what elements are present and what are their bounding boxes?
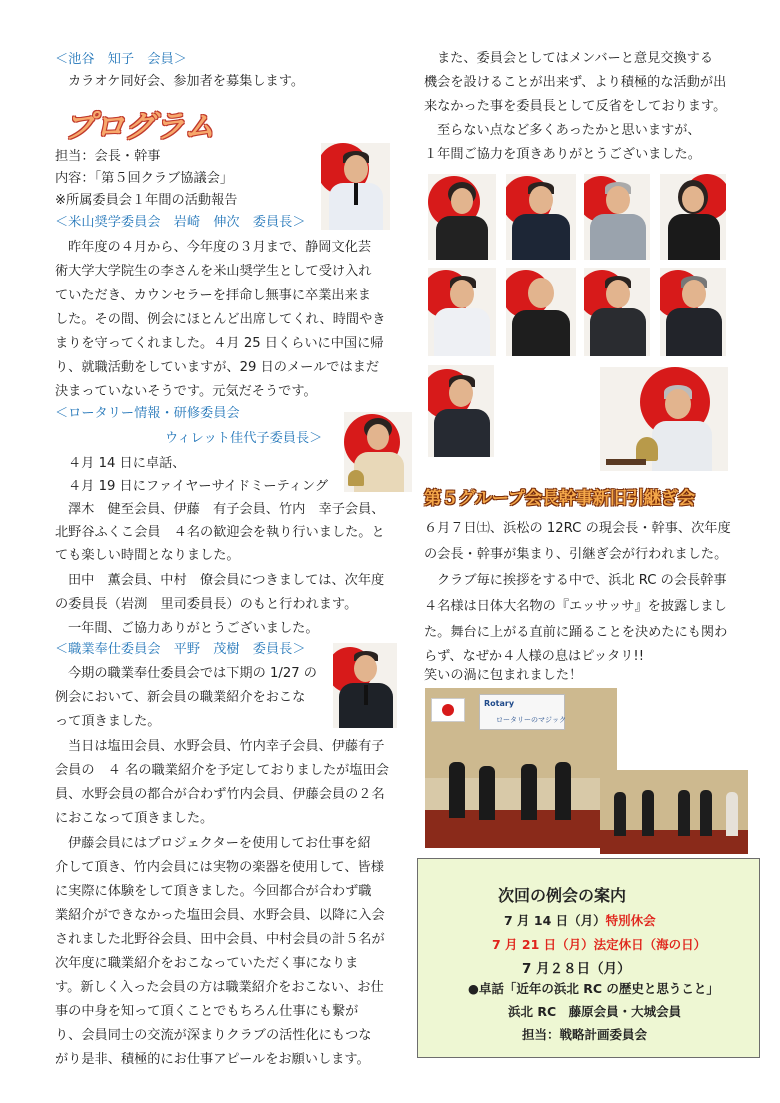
ikeya-header: ＜池谷 知子 会員＞ — [55, 52, 187, 67]
yoneyama-line: 術大学大学院生の李さんを米山奨学生として受け入れ — [55, 264, 372, 279]
shokugyo-line: がり是非、積極的にお仕事アピールをお願いします。 — [55, 1052, 370, 1067]
yoneyama-header: ＜米山奨学委員会 岩崎 伸次 委員長＞ — [55, 215, 306, 230]
group-line: クラブ毎に挨拶をする中で、浜北 RC の会長幹事 — [437, 573, 727, 588]
shokugyo-line: 業紹介ができなかった塩田会員、水野会員、以降に入会 — [55, 908, 385, 923]
program-line: ※所属委員会１年間の活動報告 — [55, 193, 238, 208]
member-photo — [428, 268, 496, 356]
rotary-line: 田中 薫会員、中村 僚会員につきましては、次年度 — [68, 573, 385, 588]
member-photo-gong — [600, 367, 728, 471]
group-line: の会長・幹事が集まり、引継ぎ会が行われました。 — [424, 547, 728, 562]
shokugyo-line: されました北野谷会員、田中会員、中村会員の計５名が — [55, 932, 385, 947]
speaker-photo-chairman — [321, 143, 390, 230]
notice-line1-date: 7 月 14 日（月） — [504, 913, 606, 928]
member-photo — [506, 174, 576, 260]
rotary-header: ＜ロータリー情報・研修委員会 — [55, 406, 240, 421]
rotary-line: ４月 19 日にファイヤーサイドミーティング — [68, 479, 329, 494]
ikeya-body: カラオケ同好会、参加者を募集します。 — [68, 74, 305, 89]
member-photo — [660, 268, 726, 356]
shokugyo-header: ＜職業奉仕委員会 平野 茂樹 委員長＞ — [55, 642, 306, 657]
intro-line: 来なかった事を委員長として反省をしております。 — [424, 99, 727, 114]
shokugyo-line: におこなって頂きました。 — [55, 811, 214, 826]
member-photo — [428, 365, 494, 457]
group-line: た。舞台に上がる直前に踊ることを決めたにも関わ — [424, 625, 728, 640]
group-heading: 第５グループ会長幹事新旧引継ぎ会 — [424, 489, 695, 509]
member-photo — [584, 268, 650, 356]
shokugyo-line: り、会員同士の交流が深まりクラブの活性化にもつな — [55, 1028, 372, 1043]
notice-line6: 担当：戦略計画委員会 — [522, 1027, 648, 1042]
yoneyama-line: 決まっていないそうです。元気だそうです。 — [55, 384, 317, 399]
speaker-photo-hirano — [333, 643, 397, 728]
intro-line: 機会を設けることが出来ず、より積極的な活動が出 — [424, 75, 727, 90]
rotary-line: の委員長（岩渕 里司委員長）のもと行われます。 — [55, 597, 358, 612]
rotary-line: 北野谷ふくこ会員 ４名の歓迎会を執り行いました。と — [55, 525, 385, 540]
member-photo — [584, 174, 650, 260]
banner-text: ロータリーのマジック — [496, 716, 566, 724]
member-photo — [506, 268, 576, 356]
shokugyo-line: 会員の ４ 名の職業紹介を予定しておりましたが塩田会 — [55, 763, 389, 778]
event-photo-dance — [425, 688, 617, 848]
notice-line3: 7 月２８日（月） — [522, 961, 631, 977]
notice-title: 次回の例会の案内 — [498, 886, 627, 905]
shokugyo-line: 員、水野会員の都合が合わず竹内会員、伊藤会員の２名 — [55, 787, 385, 802]
rotary-line: 一年間、ご協力ありがとうございました。 — [68, 621, 319, 636]
next-meeting-notice — [417, 858, 760, 1058]
rotary-line: ４月 14 日に卓話、 — [68, 456, 186, 471]
rotary-header-chair: ウィレット佳代子委員長＞ — [165, 431, 323, 446]
member-photo — [428, 174, 496, 260]
program-line: 内容：「第５回クラブ協議会」 — [55, 171, 234, 186]
yoneyama-line: 昨年度の４月から、今年度の３月まで、静岡文化芸 — [68, 240, 372, 255]
group-line: らず、なぜか４人様の息はピッタリ!! — [424, 649, 644, 664]
intro-line: １年間ご協力を頂きありがとうございました。 — [424, 147, 701, 162]
yoneyama-line: まりを守ってくれました。４月 25 日くらいに中国に帰 — [55, 336, 384, 351]
notice-line4: ●卓話「近年の浜北 RC の歴史と思うこと」 — [468, 981, 719, 996]
shokugyo-line: 伊藤会員にはプロジェクターを使用してお仕事を紹 — [68, 836, 371, 851]
yoneyama-line: ていただき、カウンセラーを拝命し無事に卒業出来ま — [55, 288, 371, 303]
program-title: プログラム — [64, 109, 214, 145]
rotary-line: 澤木 健至会員、伊藤 有子会員、竹内 幸子会員、 — [68, 502, 385, 517]
shokugyo-line: って頂きました。 — [55, 714, 161, 729]
group-line: ４名様は日体大名物の『エッサッサ』を披露しまし — [424, 599, 727, 614]
event-photo-stage — [600, 770, 748, 854]
shokugyo-line: 今期の職業奉仕委員会では下期の 1/27 の — [68, 666, 317, 681]
notice-line1 — [504, 911, 656, 929]
notice-line2: 7 月 21 日（月）法定休日（海の日） — [492, 937, 707, 952]
yoneyama-line: した。その間、例会にほとんど出席してくれ、時間やき — [55, 312, 386, 327]
group-line: 笑いの渦に包まれました！ — [424, 668, 583, 683]
notice-line5: 浜北 RC 藤原会員・大城会員 — [508, 1004, 682, 1019]
shokugyo-line: に実際に体験をして頂きました。今回都合が合わず職 — [55, 884, 372, 899]
shokugyo-line: 次年度に職業紹介をおこなっていただく事になりま — [55, 956, 359, 971]
shokugyo-line: 当日は塩田会員、水野会員、竹内幸子会員、伊藤有子 — [68, 739, 385, 754]
banner-logo: Rotary — [484, 699, 515, 708]
speaker-photo-willett — [344, 412, 412, 492]
yoneyama-line: り、就職活動をしていますが、29 日のメールではまだ — [55, 360, 380, 375]
shokugyo-line: 例会において、新会員の職業紹介をおこな — [55, 690, 306, 705]
member-photo — [660, 174, 726, 260]
rotary-line: ても楽しい時間となりました。 — [55, 548, 240, 563]
intro-line: 至らない点など多くあったかと思いますが、 — [437, 123, 701, 138]
intro-line: また、委員会としてはメンバーと意見交換する — [437, 51, 714, 66]
program-line: 担当：会長・幹事 — [55, 149, 161, 164]
shokugyo-line: 事の中身を知って頂くことでもちろん仕事にも繋が — [55, 1004, 359, 1019]
notice-line1-status: 特別休会 — [605, 913, 656, 928]
shokugyo-line: 介して頂き、竹内会員には実物の楽器を使用して、皆様 — [55, 860, 384, 875]
shokugyo-line: す。新しく入った会員の方は職業紹介をおこない、お仕 — [55, 980, 384, 995]
group-line: ６月７日㈯、浜松の 12RC の現会長・幹事、次年度 — [424, 521, 731, 536]
